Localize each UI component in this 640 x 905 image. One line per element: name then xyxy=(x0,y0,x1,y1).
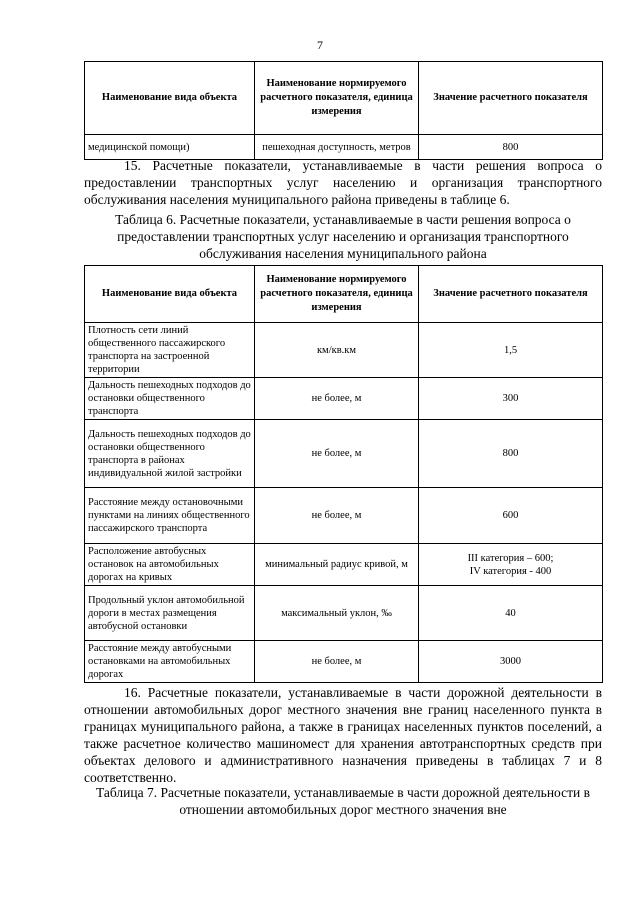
cell-value: 40 xyxy=(419,586,603,641)
header-indicator: Наименование нормируемого расчетного показателя, единица измерения xyxy=(255,62,419,135)
cell-indicator: максимальный уклон, ‰ xyxy=(255,586,419,641)
cell-indicator: не более, м xyxy=(255,488,419,544)
cell-object-type: Дальность пешеходных подходов до остановки общественного транспорта в районах индивидуальной жилой застройки xyxy=(85,420,255,488)
table-row xyxy=(85,378,603,420)
cell-value-line: IV категория - 400 xyxy=(469,565,552,577)
cell-object-type: медицинской помощи) xyxy=(85,135,255,160)
table-continued xyxy=(84,61,603,160)
table7-caption: Таблица 7. Расчетные показатели, устанавливаемые в части дорожной деятельности в отношении автомобильных дорог местного значения вне xyxy=(95,785,591,817)
paragraph-16: 16. Расчетные показатели, устанавливаемые в части дорожной деятельности в отношении автомобильных дорог местного значения вне границ населенного пункта в границах муниципального района, а также в границах населенных пунктов поселений, а также расчетное количество машиномест для хранения автотранспортных средств при объектах делового и административного назначения приведены в таблицах 7 и 8 соответственно. xyxy=(84,685,602,785)
cell-indicator: не более, м xyxy=(255,420,419,488)
cell-value xyxy=(419,544,603,586)
cell-object-type: Расстояние между остановочными пунктами на линиях общественного пассажирского транспорта xyxy=(85,488,255,544)
cell-object-type: Дальность пешеходных подходов до остановки общественного транспорта xyxy=(85,378,255,420)
table-header-row xyxy=(85,266,603,323)
cell-indicator: км/кв.км xyxy=(255,323,419,378)
cell-value: 800 xyxy=(419,420,603,488)
header-indicator: Наименование нормируемого расчетного показателя, единица измерения xyxy=(255,266,419,323)
cell-value: 600 xyxy=(419,488,603,544)
table6-caption: Таблица 6. Расчетные показатели, устанавливаемые в части решения вопроса о предоставлении транспортных услуг населению и организация транспортного обслуживания населения муниципального района xyxy=(115,212,571,261)
cell-value: 300 xyxy=(419,378,603,420)
table-row xyxy=(85,135,603,160)
table-row xyxy=(85,420,603,488)
table-row xyxy=(85,488,603,544)
paragraph-15: 15. Расчетные показатели, устанавливаемые в части решения вопроса о предоставлении транспортных услуг населению и организация транспортного обслуживания населения муниципального района приведены в таблице 6. xyxy=(84,158,602,207)
cell-indicator: не более, м xyxy=(255,641,419,683)
page-number: 7 xyxy=(317,38,323,52)
cell-indicator: не более, м xyxy=(255,378,419,420)
table6 xyxy=(84,265,603,683)
header-value: Значение расчетного показателя xyxy=(419,62,603,135)
table-row xyxy=(85,323,603,378)
header-value: Значение расчетного показателя xyxy=(419,266,603,323)
cell-object-type: Расположение автобусных остановок на автомобильных дорогах на кривых xyxy=(85,544,255,586)
cell-indicator: минимальный радиус кривой, м xyxy=(255,544,419,586)
header-object-type: Наименование вида объекта xyxy=(85,266,255,323)
cell-value: 3000 xyxy=(419,641,603,683)
header-object-type: Наименование вида объекта xyxy=(85,62,255,135)
cell-object-type: Продольный уклон автомобильной дороги в местах размещения автобусной остановки xyxy=(85,586,255,641)
table-row xyxy=(85,586,603,641)
table-header-row xyxy=(85,62,603,135)
table-row xyxy=(85,641,603,683)
cell-object-type: Расстояние между автобусными остановками на автомобильных дорогах xyxy=(85,641,255,683)
table-row xyxy=(85,544,603,586)
cell-object-type: Плотность сети линий общественного пассажирского транспорта на застроенной территории xyxy=(85,323,255,378)
cell-indicator: пешеходная доступность, метров xyxy=(255,135,419,160)
cell-value: 800 xyxy=(419,135,603,160)
cell-value: 1,5 xyxy=(419,323,603,378)
cell-value-line: III категория – 600; xyxy=(467,552,554,564)
